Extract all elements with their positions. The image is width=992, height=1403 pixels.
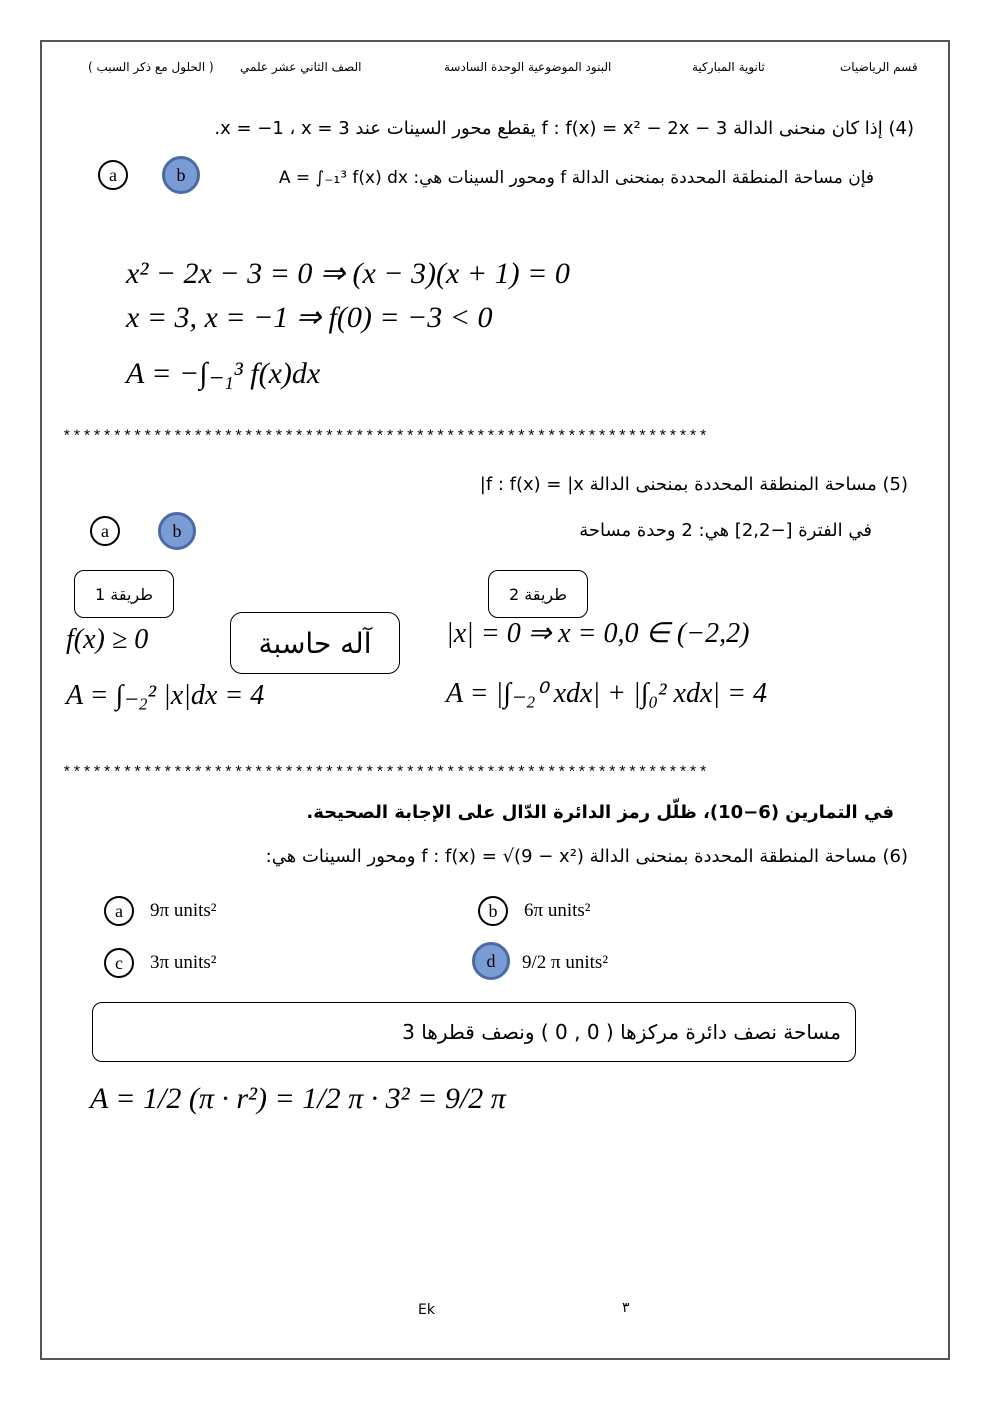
q6-option-a[interactable]: a: [104, 896, 134, 926]
method-2-box: طريقة 2: [488, 570, 588, 618]
q5-option-b-selected[interactable]: b: [158, 512, 196, 550]
instructions: في التمارين (6−10)، ظلّل رمز الدائرة الدّال على الإجابة الصحيحة.: [306, 802, 894, 823]
q6-option-d-value: 9/2 π units²: [522, 952, 609, 973]
q6-text: (6) مساحة المنطقة المحددة بمنحنى الدالة f : f(x) = √(9 − x²) ومحور السينات هي:: [265, 846, 908, 867]
footer-author: Ek: [418, 1302, 435, 1318]
q6-option-d-selected[interactable]: d: [472, 942, 510, 980]
footer-page-number: ٣: [622, 1300, 630, 1316]
header-school: ثانوية المباركية: [692, 60, 765, 74]
method-2-line-1: |x| = 0 ⇒ x = 0,0 ∈ (−2,2): [446, 618, 750, 649]
header-grade: الصف الثاني عشر علمي: [240, 60, 362, 74]
q4-text-2: فإن مساحة المنطقة المحددة بمنحنى الدالة f ومحور السينات هي: A = ∫₋₁³ f(x) dx: [278, 168, 874, 188]
header-note: ( الحلول مع ذكر السبب ): [88, 60, 214, 74]
q4-text-1: (4) إذا كان منحنى الدالة f : f(x) = x² − 2x − 3 يقطع محور السينات عند x = −1 ، x = 3.: [214, 118, 914, 139]
q4-option-a[interactable]: a: [98, 160, 128, 190]
q4-solution-line-1: x² − 2x − 3 = 0 ⇒ (x − 3)(x + 1) = 0: [126, 257, 570, 290]
calculator-box: آله حاسبة: [230, 612, 400, 674]
header-unit: البنود الموضوعية الوحدة السادسة: [444, 60, 612, 74]
q5-option-a[interactable]: a: [90, 516, 120, 546]
q6-note-box: مساحة نصف دائرة مركزها ( 0 , 0 ) ونصف قطرها 3: [92, 1002, 856, 1062]
q6-option-b-value: 6π units²: [524, 900, 591, 921]
q6-solution: A = 1/2 (π · r²) = 1/2 π · 3² = 9/2 π: [90, 1082, 506, 1115]
method-1-line-1: f(x) ≥ 0: [66, 624, 149, 655]
q6-option-c[interactable]: c: [104, 948, 134, 978]
separator-1: ****************************************************************: [62, 428, 709, 446]
header-department: قسم الرياضيات: [840, 60, 918, 74]
method-2-line-2: A = |∫₋₂⁰ xdx| + |∫₀² xdx| = 4: [446, 678, 767, 709]
q5-text-1: (5) مساحة المنطقة المحددة بمنحنى الدالة f : f(x) = |x|: [479, 474, 908, 495]
q4-option-b-selected[interactable]: b: [162, 156, 200, 194]
q6-option-b[interactable]: b: [478, 896, 508, 926]
q5-text-2: في الفترة [−2,2] هي: 2 وحدة مساحة: [579, 520, 872, 541]
q4-solution-line-2: x = 3, x = −1 ⇒ f(0) = −3 < 0: [126, 301, 493, 334]
q6-option-a-value: 9π units²: [150, 900, 217, 921]
method-1-line-2: A = ∫₋₂² |x|dx = 4: [66, 680, 265, 711]
q4-solution-line-3: A = −∫₋₁³ f(x)dx: [126, 357, 321, 390]
method-1-box: طريقة 1: [74, 570, 174, 618]
separator-2: ****************************************************************: [62, 764, 709, 782]
q6-option-c-value: 3π units²: [150, 952, 217, 973]
